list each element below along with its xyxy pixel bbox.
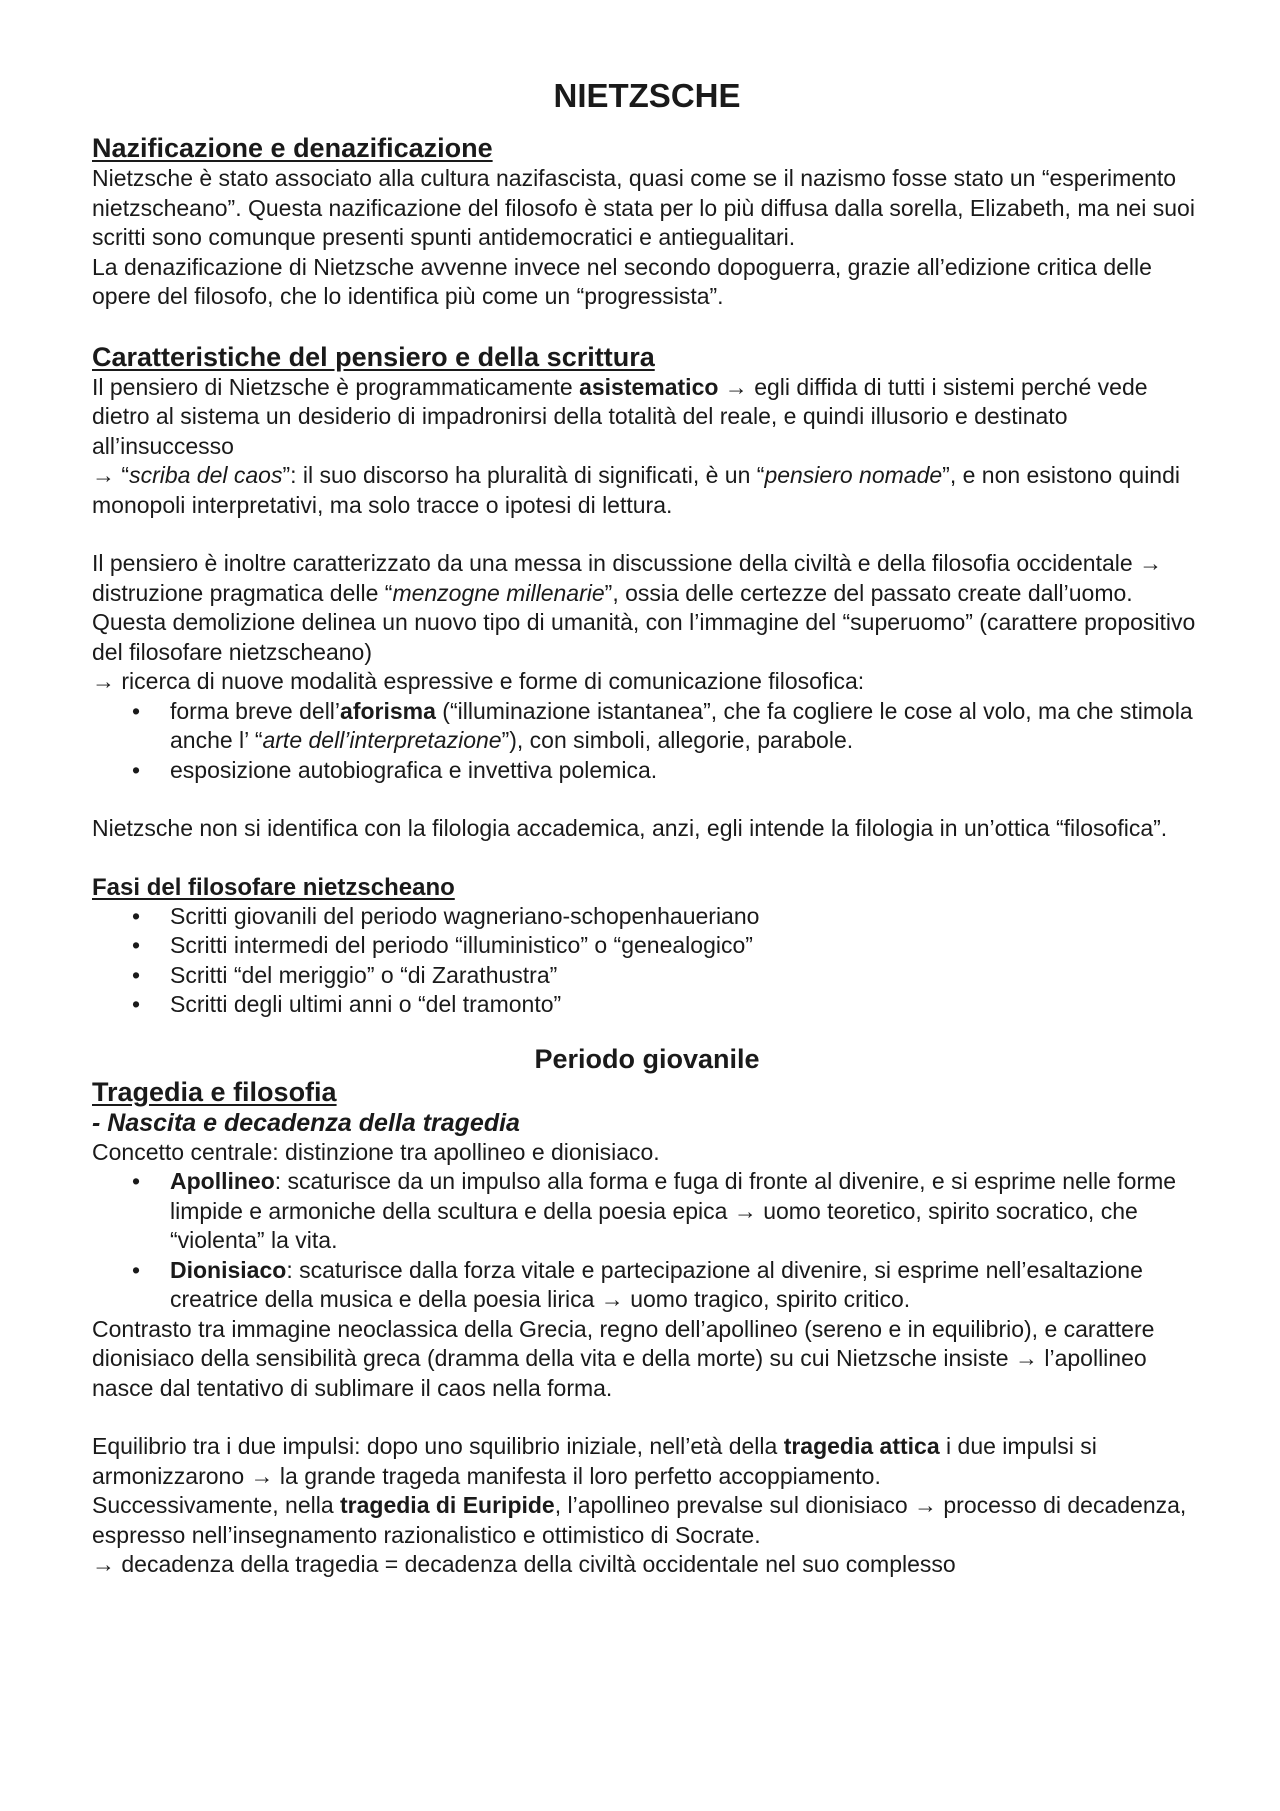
text-run: ”, e non esistono quindi monopoli interpretativi, ma solo tracce o ipotesi di lettura.	[92, 462, 1180, 518]
bullet-list	[92, 902, 1202, 1020]
text-run: : scaturisce dalla forza vitale e partecipazione al divenire, si esprime nell’esaltazione creatrice della musica e della poesia lirica → uomo tragico, spirito critico.	[170, 1256, 1143, 1312]
list-item: • Scritti giovanili del periodo wagneriano-schopenhaueriano	[92, 902, 1202, 932]
text-run: Equilibrio tra i due impulsi: dopo uno squilibrio iniziale, nell’età della	[92, 1433, 784, 1459]
italic-term: scriba del caos	[129, 462, 283, 488]
text-run: forma breve dell’	[170, 697, 341, 724]
text-run: → “	[92, 462, 130, 488]
text-run: Il pensiero di Nietzsche è programmaticamente	[92, 373, 580, 400]
text-run: ”: il suo discorso ha pluralità di significati, è un “	[282, 462, 765, 488]
italic-term: pensiero nomade	[764, 462, 943, 488]
text-run: Successivamente, nella	[92, 1492, 341, 1518]
subsection-heading	[92, 1108, 1202, 1138]
list-item: • Scritti intermedi del periodo “illuministico” o “genealogico”	[92, 931, 1202, 961]
italic-term: menzogne millenarie	[392, 579, 605, 606]
paragraph	[92, 549, 1202, 608]
section-heading-nazificazione: Nazificazione e denazificazione	[92, 133, 493, 163]
text-run: → egli diffida di tutti i sistemi perché vede dietro al sistema un desiderio di impadronirsi della totalità del reale, e quindi illusorio e destinato all’insuccesso	[92, 373, 1148, 459]
list-item: • Scritti degli ultimi anni o “del tramonto”	[92, 990, 1202, 1020]
text-run: (“illuminazione istantanea”, che fa cogliere le cose al volo, ma che stimola anche l’ “	[170, 697, 1193, 753]
section-heading-caratteristiche: Caratteristiche del pensiero e della scrittura	[92, 341, 655, 372]
paragraph: → decadenza della tragedia = decadenza della civiltà occidentale nel suo complesso	[92, 1551, 956, 1577]
paragraph: Concetto centrale: distinzione tra apollineo e dionisiaco.	[92, 1138, 660, 1165]
text-run: ”, ossia delle certezze del passato create dall’uomo.	[604, 579, 1133, 606]
italic-term: arte dell’interpretazione	[262, 727, 502, 753]
text-run: i due impulsi si armonizzarono → la grande trageda manifesta il loro perfetto accoppiamento.	[92, 1433, 1097, 1489]
paragraph	[92, 461, 1202, 520]
bullet-list	[92, 1167, 1202, 1315]
italic-heading-text: - Nascita e decadenza della tragedia	[92, 1108, 520, 1137]
list-item: • esposizione autobiografica e invettiva polemica.	[92, 756, 1202, 786]
paragraph: Questa demolizione delinea un nuovo tipo di umanità, con l’immagine del “superuomo” (carattere propositivo del filosofare nietzscheano)	[92, 609, 1196, 665]
bold-term: asistematico	[579, 373, 719, 400]
list-item	[92, 697, 1202, 756]
section-heading-tragedia: Tragedia e filosofia	[92, 1076, 337, 1107]
paragraph: Contrasto tra immagine neoclassica della Grecia, regno dell’apollineo (sereno e in equilibrio), e carattere dionisiaco della sensibilità greca (dramma della vita e della morte) su cui Nietzsche insiste → l’apollineo nasce dal tentativo di sublimare il caos nella forma.	[92, 1315, 1155, 1401]
paragraph	[92, 1491, 1202, 1550]
document-page	[92, 76, 1202, 1580]
paragraph	[92, 373, 1202, 462]
section-heading-fasi: Fasi del filosofare nietzscheano	[92, 873, 455, 901]
list-item	[92, 1256, 1202, 1315]
bold-term: Apollineo	[170, 1168, 275, 1194]
bullet-list	[92, 697, 1202, 786]
text-run: ”), con simboli, allegorie, parabole.	[501, 727, 854, 753]
list-item	[92, 1167, 1202, 1256]
bold-term: tragedia di Euripide	[340, 1492, 555, 1518]
paragraph: Nietzsche non si identifica con la filologia accademica, anzi, egli intende la filologia in un’ottica “filosofica”.	[92, 815, 1168, 841]
text-run: : scaturisce da un impulso alla forma e fuga di fronte al divenire, e si esprime nelle forme limpide e armoniche della scultura e della poesia epica → uomo teoretico, spirito socratico, che “violenta” la vita.	[170, 1168, 1177, 1253]
document-title: NIETZSCHE	[553, 77, 741, 114]
text-run: Il pensiero è inoltre caratterizzato da una messa in discussione della civiltà e della filosofia occidentale → distruzione pragmatica delle “	[92, 550, 1163, 606]
paragraph	[92, 1432, 1202, 1491]
paragraph: Nietzsche è stato associato alla cultura nazifascista, quasi come se il nazismo fosse stato un “esperimento nietzscheano”. Questa nazificazione del filosofo è stata per lo più diffusa dalla sorella, Elizabeth, ma nei suoi scritti sono comunque presenti spunti antidemocratici e antiegualitari.	[92, 165, 1195, 250]
bold-term: tragedia attica	[783, 1433, 940, 1459]
paragraph: → ricerca di nuove modalità espressive e forme di comunicazione filosofica:	[92, 668, 865, 694]
list-item: • Scritti “del meriggio” o “di Zarathustra”	[92, 961, 1202, 991]
bold-term: Dionisiaco	[170, 1256, 287, 1283]
period-heading: Periodo giovanile	[534, 1043, 760, 1074]
text-run: , l’apollineo prevalse sul dionisiaco → processo di decadenza, espresso nell’insegnamento razionalistico e ottimistico di Socrate.	[92, 1492, 1187, 1548]
paragraph: La denazificazione di Nietzsche avvenne invece nel secondo dopoguerra, grazie all’edizione critica delle opere del filosofo, che lo identifica più come un “progressista”.	[92, 253, 1152, 309]
bold-term: aforisma	[340, 697, 436, 724]
